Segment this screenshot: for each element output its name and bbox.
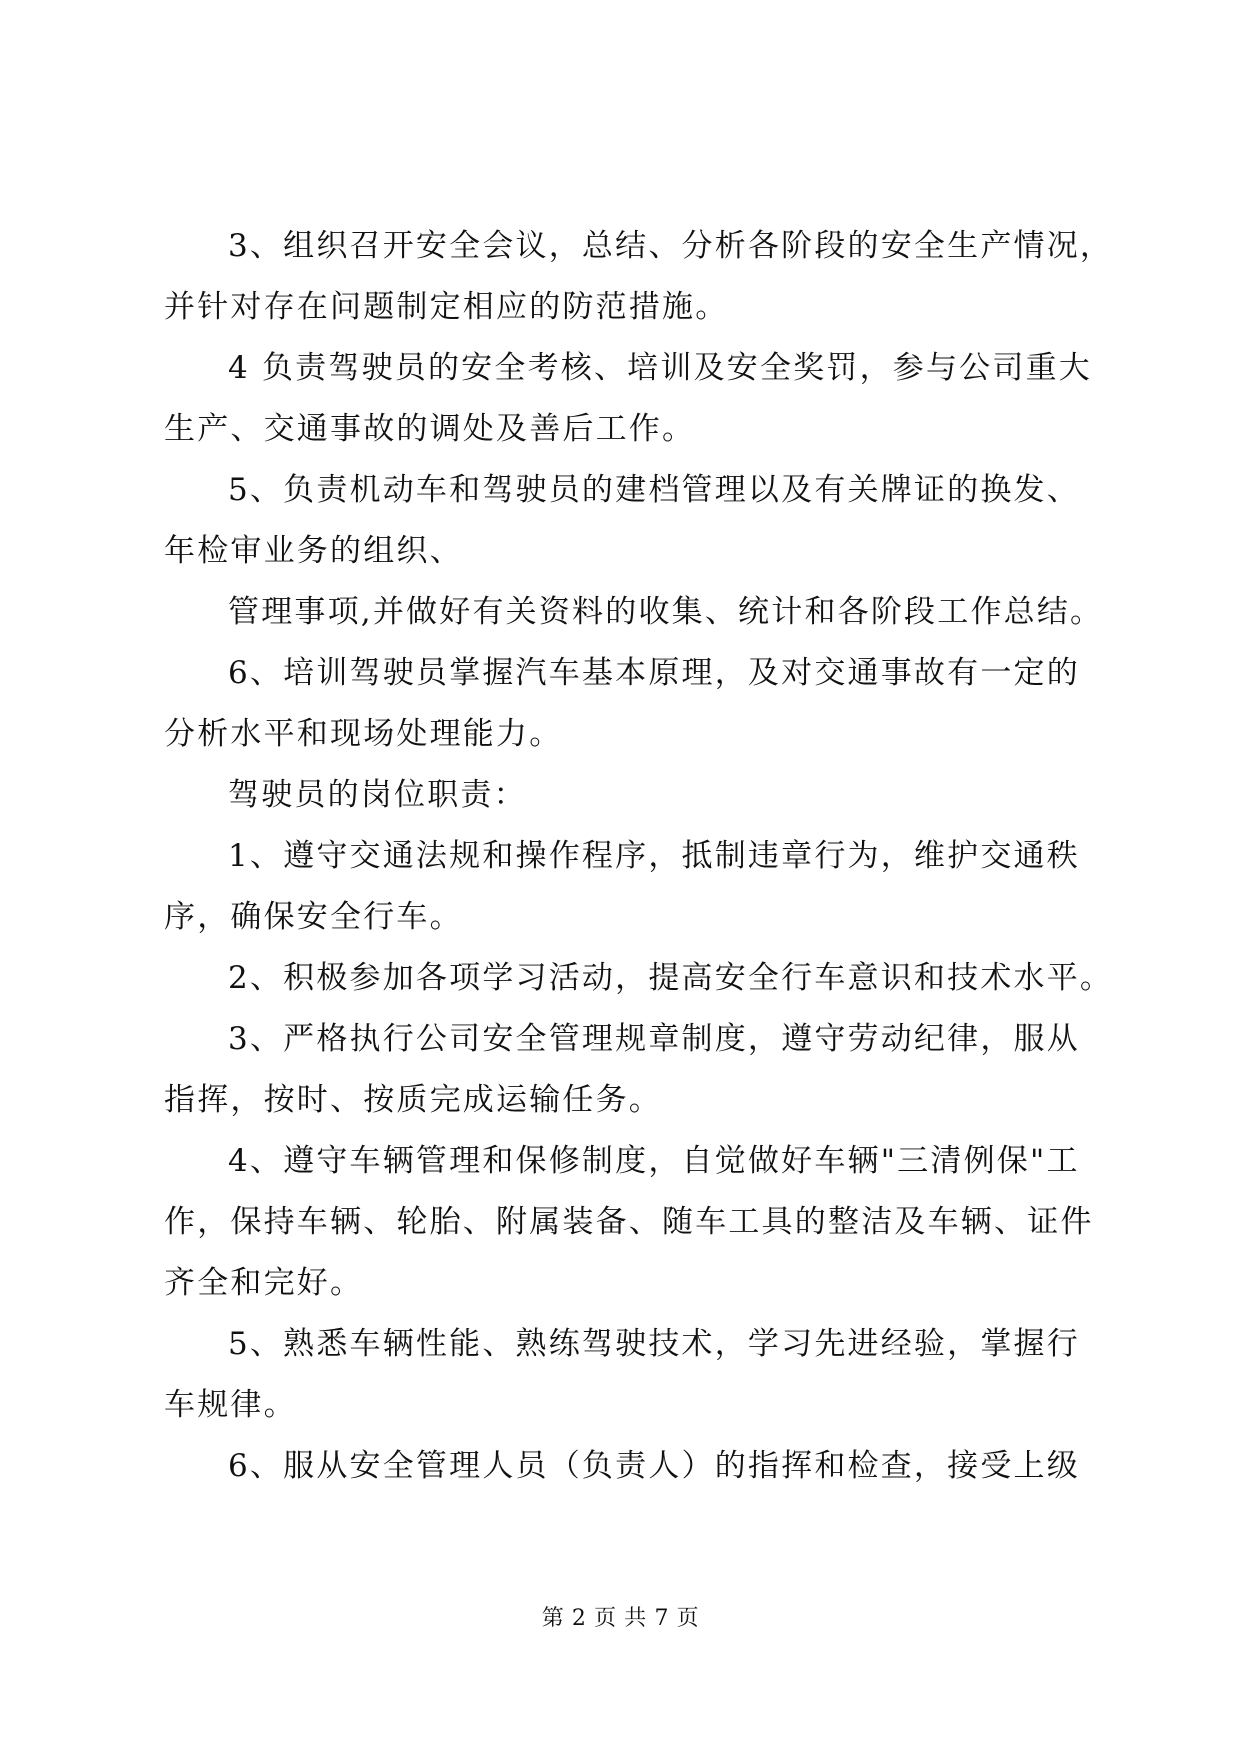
section-heading: 驾驶员的岗位职责：: [228, 777, 527, 813]
paragraph-line: 作，保持车辆、轮胎、附属装备、随车工具的整洁及车辆、证件: [164, 1204, 1094, 1240]
paragraph-line: 分析水平和现场处理能力。: [164, 716, 563, 752]
paragraph-line: 2、积极参加各项学习活动，提高安全行车意识和技术水平。: [228, 960, 1114, 996]
paragraph-line: 并针对存在问题制定相应的防范措施。: [164, 289, 729, 325]
paragraph-line: 齐全和完好。: [164, 1265, 364, 1301]
paragraph-line: 3、严格执行公司安全管理规章制度，遵守劳动纪律，服从: [228, 1021, 1080, 1057]
paragraph-line: 5、负责机动车和驾驶员的建档管理以及有关牌证的换发、: [228, 472, 1080, 508]
paragraph-line: 5、熟悉车辆性能、熟练驾驶技术，学习先进经验，掌握行: [228, 1326, 1080, 1362]
paragraph-line: 管理事项,并做好有关资料的收集、统计和各阶段工作总结。: [228, 594, 1104, 630]
paragraph-line: 生产、交通事故的调处及善后工作。: [164, 411, 696, 447]
page-number-footer: 第 2 页 共 7 页: [541, 1606, 700, 1631]
paragraph-line: 年检审业务的组织、: [164, 533, 463, 569]
paragraph-line: 序，确保安全行车。: [164, 899, 463, 935]
paragraph-line: 3、组织召开安全会议，总结、分析各阶段的安全生产情况，: [228, 228, 1114, 264]
paragraph-line: 6、培训驾驶员掌握汽车基本原理，及对交通事故有一定的: [228, 655, 1080, 691]
paragraph-line: 1、遵守交通法规和操作程序，抵制违章行为，维护交通秩: [228, 838, 1080, 874]
paragraph-line: 4 负责驾驶员的安全考核、培训及安全奖罚，参与公司重大: [228, 350, 1092, 386]
paragraph-line: 车规律。: [164, 1387, 297, 1423]
paragraph-line: 6、服从安全管理人员（负责人）的指挥和检查，接受上级: [228, 1448, 1080, 1484]
paragraph-line: 指挥，按时、按质完成运输任务。: [164, 1082, 662, 1118]
paragraph-line: 4、遵守车辆管理和保修制度，自觉做好车辆"三清例保"工: [228, 1143, 1080, 1179]
